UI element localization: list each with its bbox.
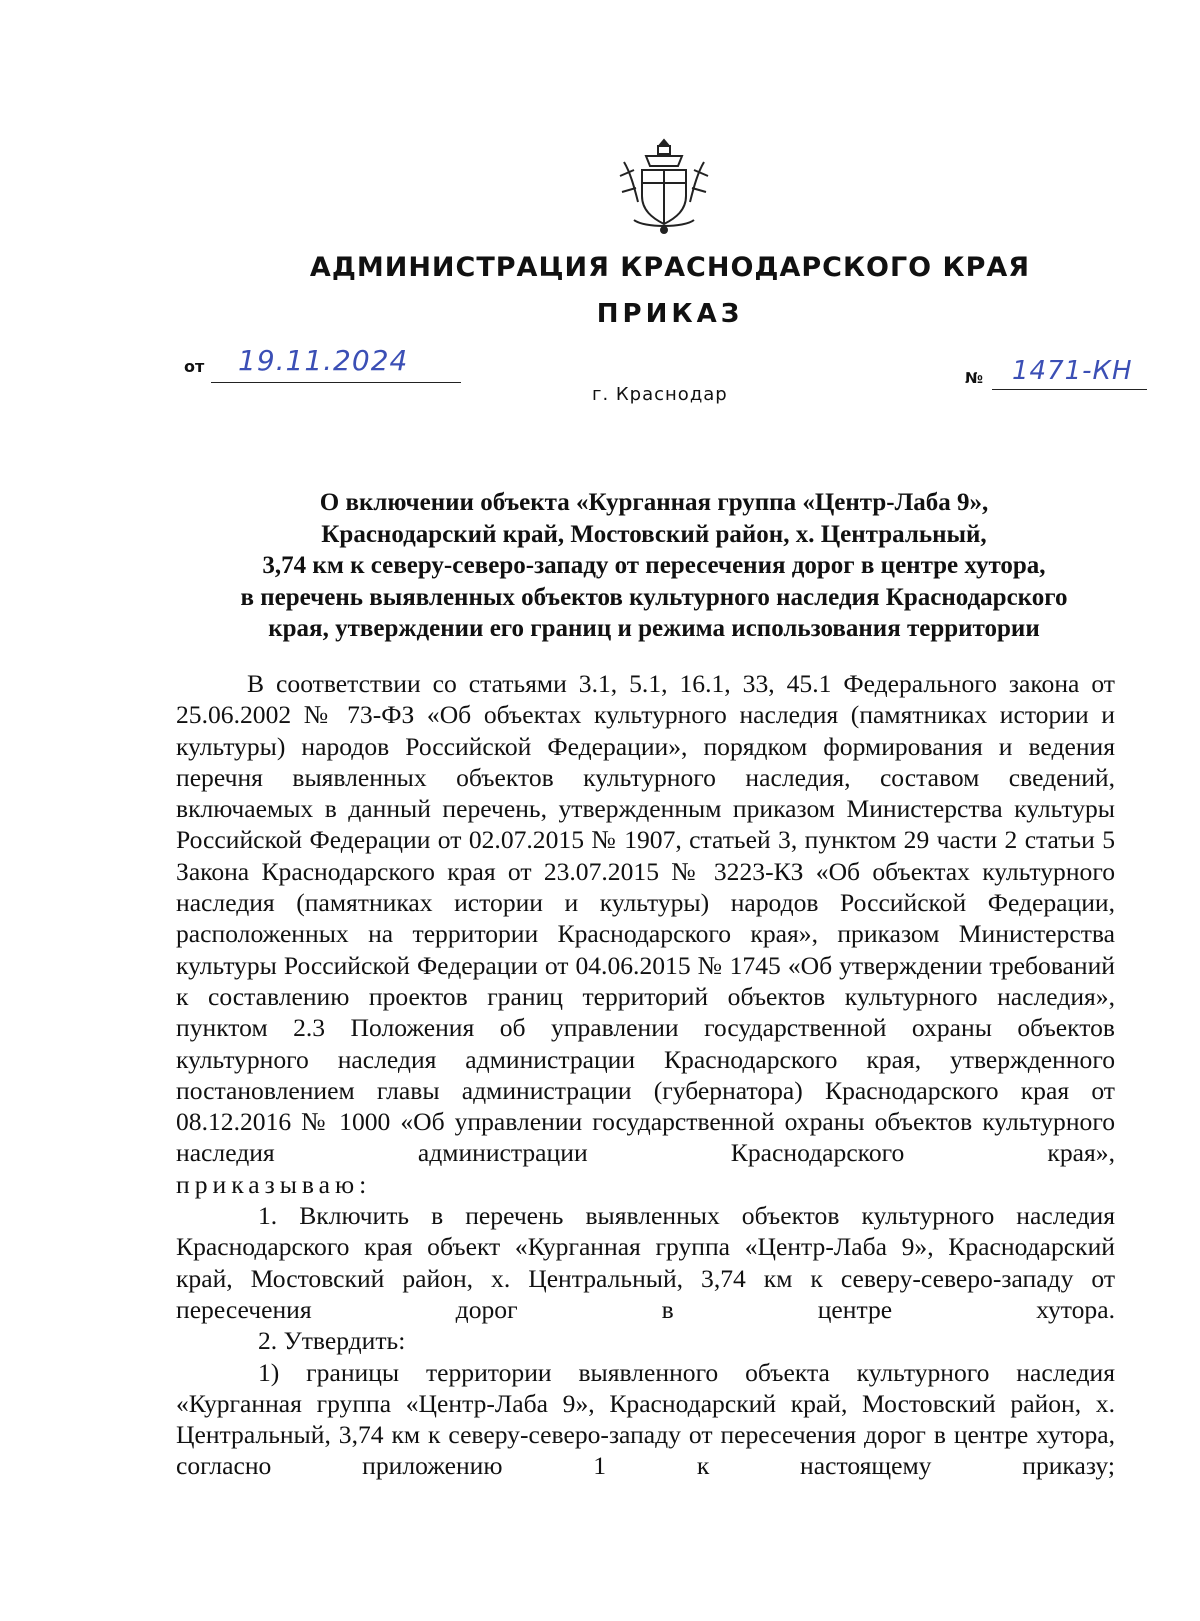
order-body (176, 668, 1115, 1482)
title-line: 3,74 км к северу-северо-западу от пересечения дорог в центре хутора, (262, 552, 1046, 579)
title-line: Краснодарский край, Мостовский район, х. Центральный, (321, 520, 987, 548)
coat-of-arms-emblem (616, 136, 712, 236)
order-word: приказываю: (176, 1169, 372, 1199)
city-label: г. Краснодар (592, 384, 728, 405)
item-2-1-paragraph: 1) границы территории выявленного объекта культурного наследия «Курганная группа «Центр-Лаба 9», Краснодарский край, Мостовский район, х. Центральный, 3,74 км к северу-северо-западу от пересечения дорог в центре хутора, согласно приложению 1 к настоящему приказу; (176, 1357, 1115, 1481)
number-label: № (965, 369, 984, 387)
title-line: края, утверждении его границ и режима использования территории (268, 615, 1040, 642)
date-underline (211, 382, 461, 383)
item-2-paragraph: 2. Утвердить: (258, 1326, 406, 1356)
title-line: в перечень выявленных объектов культурного наследия Краснодарского (240, 583, 1068, 611)
item-1-paragraph: 1. Включить в перечень выявленных объектов культурного наследия Краснодарского края объект «Курганная группа «Центр-Лаба 9», Краснодарский край, Мостовский район, х. Центральный, 3,74 км к северу-северо-западу от пересечения дорог в центре хутора. (176, 1201, 1115, 1324)
number-underline (992, 389, 1147, 390)
order-title (176, 487, 1132, 645)
handwritten-number: 1471-КН (1012, 356, 1133, 386)
title-line: О включении объекта «Курганная группа «Центр-Лаба 9», (319, 489, 989, 516)
organization-name: АДМИНИСТРАЦИЯ КРАСНОДАРСКОГО КРАЯ (309, 252, 1031, 283)
date-label: от (184, 357, 205, 376)
handwritten-date: 19.11.2024 (238, 344, 409, 377)
document-type: ПРИКАЗ (596, 299, 744, 329)
preamble-paragraph: В соответствии со статьями 3.1, 5.1, 16.1, 33, 45.1 Федерального закона от 25.06.2002 № 73-ФЗ «Об объектах культурного наследия (памятниках истории и культуры) народов Российской Федерации», порядком формирования и ведения перечня выявленных объектов культурного наследия, составом сведений, включаемых в данный перечень, утвержденным приказом Министерства культуры Российской Федерации от 02.07.2015 № 1907, статьей 3, пунктом 29 части 2 статьи 5 Закона Краснодарского края от 23.07.2015 № 3223-КЗ «Об объектах культурного наследия (памятниках истории и культуры) народов Российской Федерации, расположенных на территории Краснодарского края», приказом Министерства культуры Российской Федерации от 04.06.2015 № 1745 «Об утверждении требований к составлению проектов границ территорий объектов культурного наследия», пунктом 2.3 Положения об управлении государственной охраны объектов культурного наследия администрации Краснодарского края, утвержденного постановлением главы администрации (губернатора) Краснодарского края от 08.12.2016 № 1000 «Об управлении государственной охраны объектов культурного наследия администрации Краснодарского края», (176, 669, 1115, 1168)
